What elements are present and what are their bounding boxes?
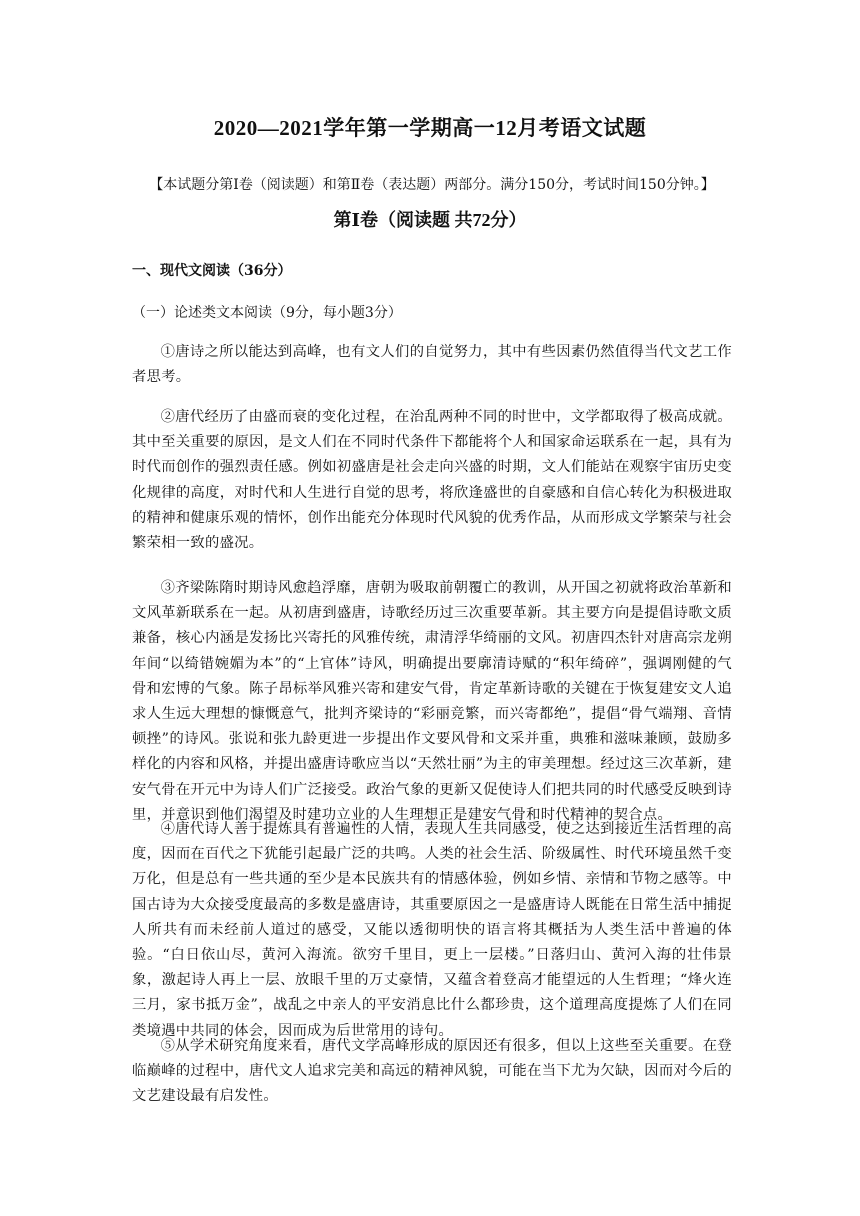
section-title: 一、现代文阅读（36分） (132, 263, 292, 279)
paragraph-1: ①唐诗之所以能达到高峰，也有文人们的自觉努力，其中有些因素仍然值得当代文艺工作者思考。 (132, 344, 732, 386)
part-title: 第Ⅰ卷（阅读题 共72分） (333, 210, 527, 230)
paragraph-3: ③齐梁陈隋时期诗风愈趋浮靡，唐朝为吸取前朝覆亡的教训，从开国之初就将政治革新和文风革新联系在一起。从初唐到盛唐，诗歌经历过三次重要革新。其主要方向是提倡诗歌文质兼备，核心内涵是发扬比兴寄托的风雅传统，肃清浮华绮丽的文风。初唐四杰针对唐高宗龙朔年间“以绮错婉媚为本”的“上官体”诗风，明确提出要廓清诗赋的“积年绮碎”，强调刚健的气骨和宏博的气象。陈子昂标举风雅兴寄和建安气骨，肯定革新诗歌的关键在于恢复建安文人追求人生远大理想的慷慨意气，批判齐梁诗的“彩丽竞繁，而兴寄都绝”，提倡“骨气端翔、音情顿挫”的诗风。张说和张九龄更进一步提出作文要风骨和文采并重，典雅和滋味兼顾，鼓励多样化的内容和风格，并提出盛唐诗歌应当以“天然壮丽”为主的审美理想。经过这三次革新，建安气骨在开元中为诗人们广泛接受。政治气象的更新又促使诗人们把共同的时代感受反映到诗里，并意识到他们渴望及时建功立业的人生理想正是建安气骨和时代精神的契合点。 (132, 580, 732, 823)
paragraph-4: ④唐代诗人善于提炼具有普遍性的人情，表现人生共同感受，使之达到接近生活哲理的高度，因而在百代之下犹能引起最广泛的共鸣。人类的社会生活、阶级属性、时代环境虽然千变万化，但是总有一些共通的至少是本民族共有的情感体验，例如乡情、亲情和节物之感等。中国古诗为大众接受度最高的多数是盛唐诗，其重要原因之一是盛唐诗人既能在日常生活中捕捉人所共有而未经前人道过的感受，又能以透彻明快的语言将其概括为人类生活中普遍的体验。“白日依山尽，黄河入海流。欲穷千里目，更上一层楼。”日落归山、黄河入海的壮伟景象，激起诗人再上一层、放眼千里的万丈豪情，又蕴含着登高才能望远的人生哲理；“烽火连三月，家书抵万金”，战乱之中亲人的平安消息比什么都珍贵，这个道理高度提炼了人们在同类境遇中共同的体会，因而成为后世常用的诗句。 (132, 821, 732, 1039)
sub-section-title: （一）论述类文本阅读（9分，每小题3分） (132, 305, 402, 321)
paragraph-2: ②唐代经历了由盛而衰的变化过程，在治乱两种不同的时世中，文学都取得了极高成就。其中至关重要的原因，是文人们在不同时代条件下都能将个人和国家命运联系在一起，具有为时代而创作的强烈责任感。例如初盛唐是社会走向兴盛的时期，文人们能站在观察宇宙历史变化规律的高度，对时代和人生进行自觉的思考，将欣逢盛世的自豪感和自信心转化为积极进取的精神和健康乐观的情怀，创作出能充分体现时代风貌的优秀作品，从而形成文学繁荣与社会繁荣相一致的盛况。 (132, 409, 732, 552)
exam-intro: 【本试题分第Ⅰ卷（阅读题）和第Ⅱ卷（表达题）两部分。满分150分，考试时间150分钟。】 (149, 177, 715, 193)
paragraph-5: ⑤从学术研究角度来看，唐代文学高峰形成的原因还有很多，但以上这些至关重要。在登临巅峰的过程中，唐代文人追求完美和高远的精神风貌，可能在当下尤为欠缺，因而对今后的文艺建设最有启发性。 (132, 1038, 732, 1105)
exam-title: 2020—2021学年第一学期高一12月考语文试题 (213, 116, 647, 140)
